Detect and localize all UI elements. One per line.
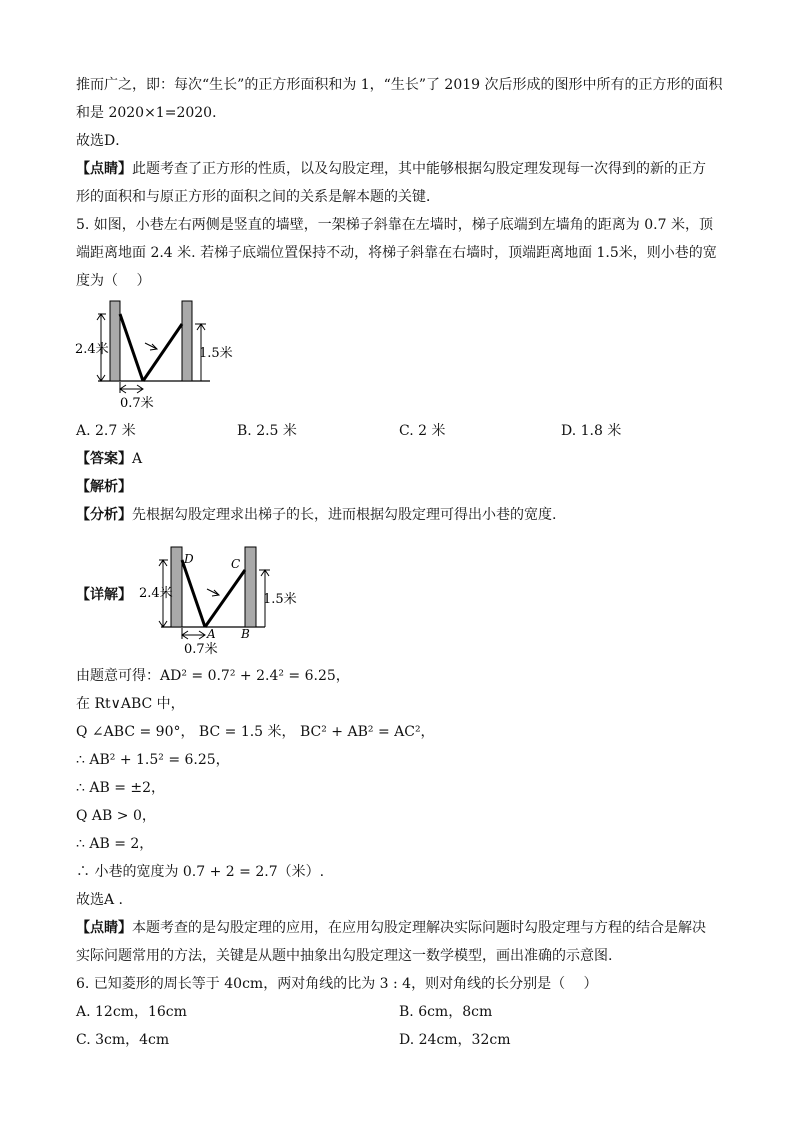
move-arrow [145,343,157,349]
answer-tag: 【答案】 [76,451,132,467]
right-wall [182,301,192,381]
point-b: B [241,627,250,641]
intro-line-1: 推而广之，即：每次“生长”的正方形面积和为 1，“生长”了 2019 次后形成的图形中所有的正方形的面积 [76,77,723,93]
q6-stem: 6. 已知菱形的周长等于 40cm，两对角线的比为 3 : 4，则对角线的长分别是（ ） [76,976,598,992]
comment-tag: 【点睛】 [76,161,132,177]
q5-analysis-tag: 【解析】 [76,479,132,495]
point-a: A [207,627,216,641]
ladder-ac [205,570,245,627]
step-4: ∴ AB² + 1.5² = 6.25， [76,752,230,768]
step-3: Q ∠ABC = 90°， BC = 1.5 米， BC² + AB² = AC²， [76,724,435,740]
q5-option-c[interactable]: C. 2 米 [399,423,446,439]
q6-option-d[interactable]: D. 24cm，32cm [399,1032,511,1048]
ladder-right [143,324,182,381]
q5-option-a[interactable]: A. 2.7 米 [76,423,136,439]
intro-comment-line-2: 形的面积和与原正方形的面积之间的关系是解本题的关键． [76,189,440,205]
step-1: 由题意可得：AD² = 0.7² + 2.4² = 6.25， [76,668,350,684]
q5-comment-tag: 【点睛】 [76,920,132,936]
q6-option-b[interactable]: B. 6cm，8cm [399,1004,493,1020]
q5-answer [76,449,142,469]
point-c: C [231,557,241,571]
q5-stem-line-1: 5. 如图，小巷左右两侧是竖直的墙壁，一架梯子斜靠在左墙时，梯子底端到左墙角的距离为 0.7 米，顶 [76,217,713,233]
ladder-left [120,314,143,381]
intro-choose: 故选D． [76,133,130,149]
q5-option-d[interactable]: D. 1.8 米 [561,423,622,439]
q6-option-a[interactable]: A. 12cm，16cm [76,1004,187,1020]
q5-detail-tag: 【详解】 [76,587,132,603]
step-9: 故选A . [76,892,124,908]
intro-line-2: 和是 2020×1=2020． [76,105,227,121]
step-7: ∴ AB = 2， [76,836,154,852]
q5-detail-figure [135,540,305,658]
q5-stem-line-3: 度为（ ） [76,273,151,289]
q5-stem-line-2: 端距离地面 2.4 米. 若梯子底端位置保持不动，将梯子斜靠在右墙时，顶端距离地面 1.5米，则小巷的宽 [76,245,717,261]
left-height-label: 2.4米 [75,342,109,357]
fenxi-tag: 【分析】 [76,507,132,523]
q5-option-b[interactable]: B. 2.5 米 [237,423,297,439]
intro-comment-line-1 [76,159,706,179]
fenxi-text: 先根据勾股定理求出梯子的长，进而根据勾股定理可得出小巷的宽度. [132,507,557,523]
comment-text: 此题考查了正方形的性质，以及勾股定理，其中能够根据勾股定理发现每一次得到的新的正方 [132,161,706,177]
q5-comment-text: 本题考查的是勾股定理的应用，在应用勾股定理解决实际问题时勾股定理与方程的结合是解决 [132,920,706,936]
q5-comment-line-2: 实际问题常用的方法，关键是从题中抽象出勾股定理这一数学模型，画出准确的示意图. [76,948,613,964]
right-wall-2 [245,547,256,627]
answer-value: A [132,451,143,467]
q6-option-c[interactable]: C. 3cm，4cm [76,1032,170,1048]
ladder-ad [182,560,205,627]
left-height-label-2: 2.4米 [139,586,173,601]
step-5: ∴ AB = ±2， [76,780,166,796]
right-height-label-2: 1.5米 [263,592,297,607]
q5-fenxi [76,505,556,525]
step-8: ∴ 小巷的宽度为 0.7 + 2 = 2.7（米）. [76,864,325,880]
bottom-label: 0.7米 [120,396,154,411]
right-height-label: 1.5米 [199,346,233,361]
q5-figure [70,296,233,411]
step-6: Q AB > 0， [76,808,156,824]
q5-comment-line-1 [76,918,706,938]
step-2: 在 Rt∨ABC 中， [76,696,185,712]
point-d: D [184,552,194,566]
left-wall [110,301,120,381]
bottom-label-2: 0.7米 [184,642,218,657]
